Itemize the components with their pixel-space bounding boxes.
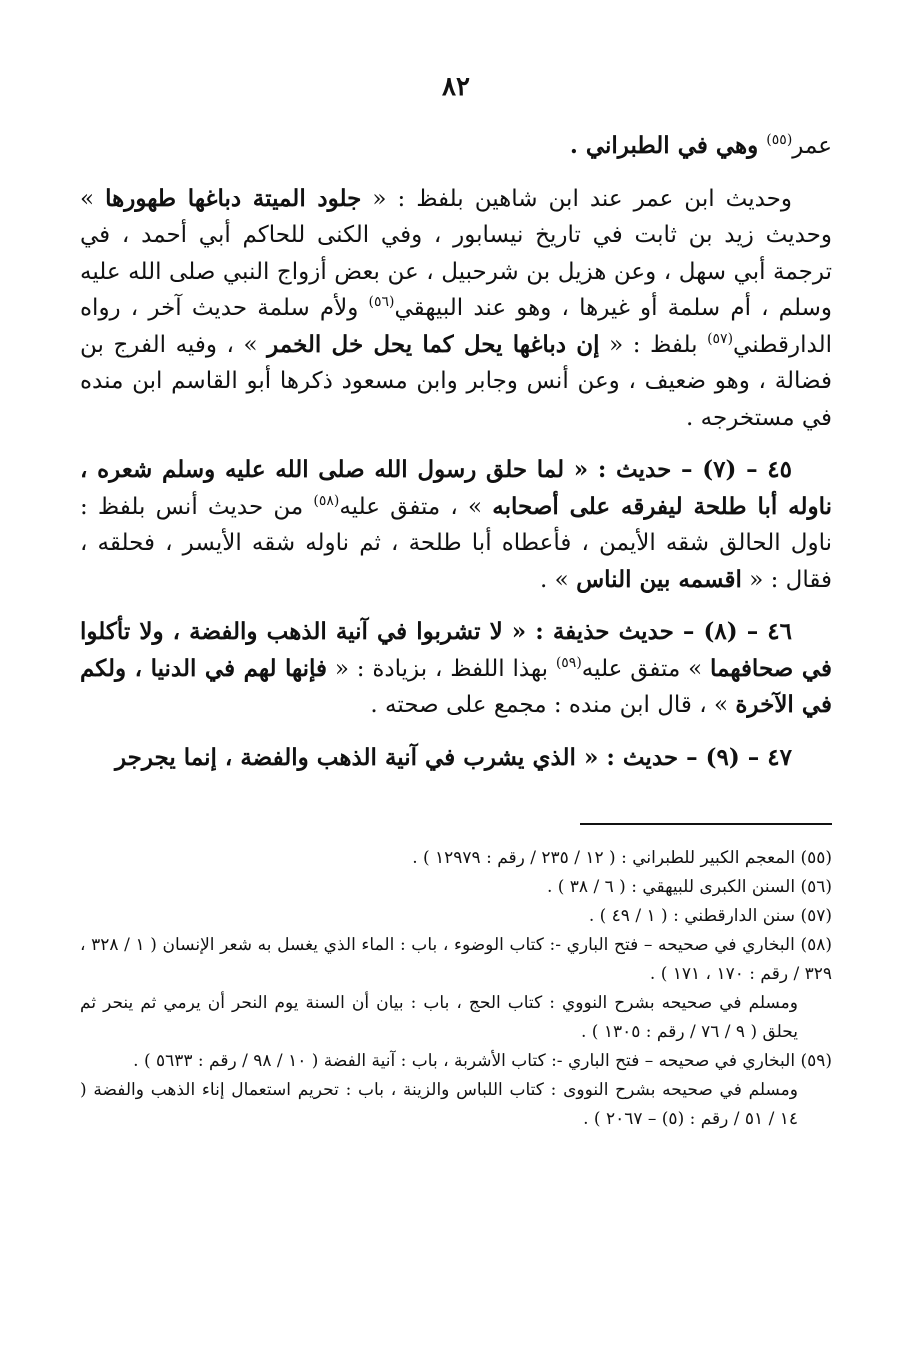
- hadith-heading: ٤٥ – (٧) – حديث : « لما حلق رسول الله صلى الله عليه وسلم شعره ، ناوله أبا طلحة ليفرقه على أصحابه: [80, 456, 832, 520]
- text-run: بهذا اللفظ ، بزيادة : «: [327, 655, 556, 682]
- hadith-quote: اقسمه بين الناس: [576, 565, 742, 593]
- paragraph-2: [80, 181, 832, 437]
- footnote-ref-56: (٥٦): [368, 294, 395, 310]
- footnote: (٥٦) السنن الكبرى للبيهقي : ( ٦ / ٣٨ ) .: [546, 877, 832, 897]
- hadith-quote: إن دباغها يحل كما يحل خل الخمر: [267, 330, 600, 358]
- hadith-47: [80, 740, 832, 777]
- hadith-45: [80, 452, 832, 598]
- text-run: من حديث أنس بلفظ : ناول الحالق شقه الأيمن ، فأعطاه أبا طلحة ، ثم ناوله شقه الأيسر ، فحلقه ، فقال : «: [80, 493, 832, 593]
- text-run: بلفظ : «: [599, 331, 708, 358]
- hadith-heading: ٤٧ – (٩) – حديث : « الذي يشرب في آنية الذهب والفضة ، إنما يجرجر: [114, 743, 792, 771]
- text-run: » .: [540, 566, 577, 593]
- footnote-ref-59: (٥٩): [555, 654, 582, 671]
- footnote-ref-55: (٥٥): [766, 132, 793, 148]
- bold-run: وهي في الطبراني .: [569, 132, 767, 159]
- footnote: (٥٩) البخاري في صحيحه – فتح الباري -: كتاب الأشربة ، باب : آنية الفضة ( ١٠ / ٩٨ / رقم : ٥٦٣٣ ) .: [133, 1051, 832, 1071]
- footnote-ref-57: (٥٧): [707, 330, 734, 347]
- text-run: » وحديث زيد بن ثابت في تاريخ نيسابور ، وفي الكنى للحاكم أبي أحمد ، في ترجمة أبي سهل ، وعن هزيل بن شرحبيل ، عن بعض أزواج النبي صلى الله عليه وسلم ، أم سلمة أو غيرها ، وهو عند البيهقي: [80, 185, 832, 321]
- footnotes: [80, 844, 832, 1134]
- footnote: (٥٥) المعجم الكبير للطبراني : ( ١٢ / ٢٣٥ / رقم : ١٢٩٧٩ ) .: [412, 848, 832, 868]
- hadith-quote: فإنها لهم في الدنيا ، ولكم في الآخرة: [80, 654, 832, 718]
- book-page: [80, 0, 832, 1353]
- text-run: » ، وفيه الفرج بن فضالة ، وهو ضعيف ، وعن أنس وجابر وابن مسعود ذكرها أبو القاسم ابن منده في مستخرجه .: [80, 331, 832, 431]
- hadith-quote: جلود الميتة دباغها طهورها: [105, 184, 362, 212]
- hadith-46: [80, 614, 832, 724]
- main-text: [80, 128, 832, 776]
- text-run: عمر: [792, 133, 832, 159]
- footnote: ومسلم في صحيحه بشرح النووى : كتاب اللباس والزينة ، باب : تحريم استعمال إناء الذهب والفضة ( ١٤ / ٥١ / رقم : (٥) – ٢٠٦٧ ) .: [80, 1080, 798, 1129]
- text-run: » ، متفق عليه: [339, 493, 493, 520]
- paragraph-1: [80, 128, 832, 165]
- text-run: ولأم سلمة حديث آخر ، رواه الدارقطني: [80, 295, 832, 358]
- page-number: ٨٢: [442, 72, 470, 102]
- footnote: ومسلم في صحيحه بشرح النووي : كتاب الحج ، باب : بيان أن السنة يوم النحر أن يرمي ثم ينحر ثم يحلق ( ٩ / ٧٦ / رقم : ١٣٠٥ ) .: [80, 993, 798, 1042]
- hadith-heading: ٤٦ – (٨) – حديث حذيفة : « لا تشربوا في آنية الذهب والفضة ، ولا تأكلوا في صحافهما: [80, 618, 832, 682]
- footnote: (٥٧) سنن الدارقطني : ( ١ / ٤٩ ) .: [588, 906, 832, 926]
- footnote: (٥٨) البخاري في صحيحه – فتح الباري -: كتاب الوضوء ، باب : الماء الذي يغسل به شعر الإنسان ( ١ / ٣٢٨ ، ٣٢٩ / رقم : ١٧٠ ، ١٧١ ) .: [80, 935, 832, 984]
- footnote-ref-58: (٥٨): [313, 492, 340, 509]
- footnote-separator: [580, 823, 832, 825]
- text-run: » ، قال ابن منده : مجمع على صحته .: [370, 692, 736, 718]
- text-run: » متفق عليه: [581, 655, 711, 682]
- text-run: وحديث ابن عمر عند ابن شاهين بلفظ : «: [361, 185, 792, 212]
